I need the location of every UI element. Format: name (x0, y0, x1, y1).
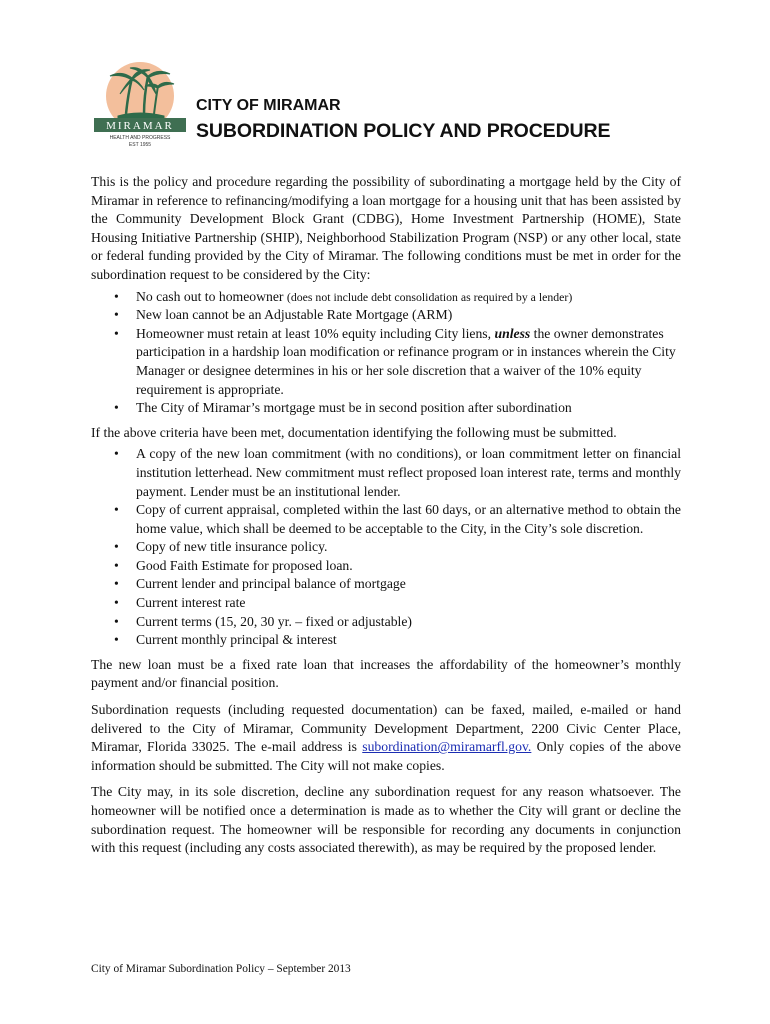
logo-text: MIRAMAR (106, 120, 174, 132)
documents-list (91, 445, 681, 650)
page-footer: City of Miramar Subordination Policy – September 2013 (91, 963, 351, 975)
city-name: CITY OF MIRAMAR (196, 97, 341, 114)
discretion-paragraph: The City may, in its sole discretion, decline any subordination request for any reason whatsoever. The homeowner will be notified once a determination is made as to whether the City will grant or decline the subordination request. The homeowner will be responsible for recording any documents in conjunction with this request (including any costs associated therewith), as may be required by the proposed lender. (91, 784, 681, 856)
submission-paragraph (91, 701, 681, 775)
list-item (136, 288, 681, 307)
list-item: • Current interest rate (136, 594, 681, 613)
list-item: • Current terms (15, 20, 30 yr. – fixed or adjustable) (136, 613, 681, 632)
logo-est: EST 1955 (128, 142, 152, 148)
fixed-rate-paragraph: The new loan must be a fixed rate loan that increases the affordability of the homeowner’s monthly payment and/or financial position. (91, 656, 681, 691)
list-item: • Good Faith Estimate for proposed loan. (136, 557, 681, 576)
submission-text-end: Only copies of the above information should be submitted. The City will not make copies. (91, 739, 682, 773)
condition-equity-emphasis: unless (494, 325, 531, 341)
list-item: • The City of Miramar’s mortgage must be in second position after subordination (136, 399, 681, 418)
condition-equity-rest: the owner demonstrates participation in a hardship loan modification or refinance program or in instances wherein the City Manager or designee determines in his or her sole discretion that a waiver of the 10% equity requirement is appropriate. (136, 325, 676, 397)
list-item: • New loan cannot be an Adjustable Rate Mortgage (ARM) (136, 306, 681, 325)
condition-equity: Homeowner must retain at least 10% equity including City liens, (136, 325, 492, 341)
city-logo (92, 62, 188, 148)
page-title: SUBORDINATION POLICY AND PROCEDURE (196, 120, 611, 142)
list-item: • Copy of new title insurance policy. (136, 538, 681, 557)
list-item: • Copy of current appraisal, completed within the last 60 days, or an alternative method to obtain the home value, which shall be deemed to be acceptable to the City, in the City’s sole discretion. (136, 501, 681, 538)
conditions-list (91, 288, 681, 418)
intro-paragraph: This is the policy and procedure regarding the possibility of subordinating a mortgage held by the City of Miramar in reference to refinancing/modifying a loan mortgage for a housing unit that has been assisted by the Community Development Block Grant (CDBG), Home Investment Partnership (HOME), State Housing Initiative Partnership (SHIP), Neighborhood Stabilization Program (NSP) or any other local, state or federal funding provided by the City of Miramar. The following conditions must be met in order for the subordination request to be considered by the City: (91, 174, 681, 282)
document-header (196, 97, 610, 142)
document-body (91, 173, 681, 858)
email-link[interactable]: subordination@miramarfl.gov. (362, 739, 532, 755)
condition-cash-out-note: (does not include debt consolidation as required by a lender) (286, 289, 573, 304)
logo-tagline: HEALTH AND PROGRESS (109, 135, 171, 141)
list-item: • A copy of the new loan commitment (with no conditions), or loan commitment letter on financial institution letterhead. New commitment must reflect proposed loan interest rate, terms and monthly payment. Lender must be an institutional lender. (136, 445, 681, 501)
list-item: • Current monthly principal & interest (136, 631, 681, 650)
criteria-intro: If the above criteria have been met, documentation identifying the following must be submitted. (91, 424, 617, 440)
list-item: • Current lender and principal balance of mortgage (136, 575, 681, 594)
condition-cash-out: No cash out to homeowner (136, 288, 284, 304)
submission-text: Subordination requests (including requested documentation) can be faxed, mailed, e-mailed or hand delivered to the City of Miramar, Community Development Department, 2200 Civic Center Place, Miramar, Florida 33025. The e-mail address is (91, 702, 681, 755)
list-item (136, 325, 681, 399)
